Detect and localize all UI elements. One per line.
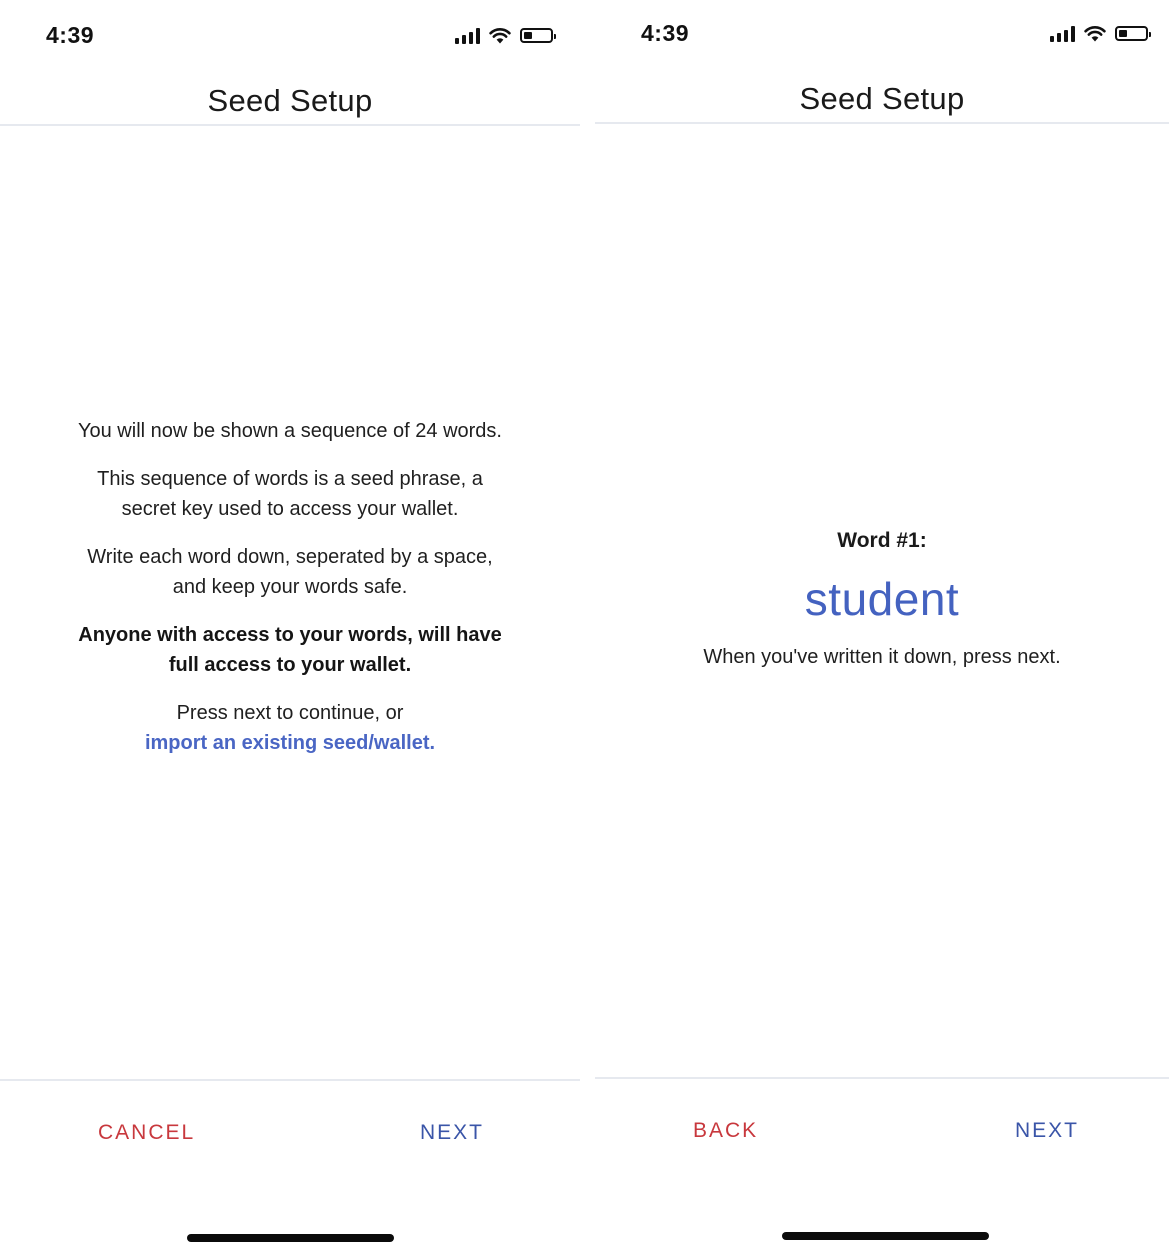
page-title: Seed Setup bbox=[799, 81, 965, 116]
status-icons bbox=[455, 27, 553, 44]
seed-intro-screen bbox=[0, 0, 580, 1255]
word-hint-text: When you've written it down, press next. bbox=[703, 646, 1061, 668]
cancel-button[interactable]: CANCEL bbox=[98, 1121, 196, 1144]
status-time: 4:39 bbox=[46, 22, 95, 48]
home-indicator[interactable] bbox=[782, 1232, 989, 1240]
next-button[interactable]: NEXT bbox=[420, 1121, 485, 1144]
footer-divider bbox=[0, 1079, 580, 1081]
cellular-signal-icon bbox=[455, 28, 480, 44]
battery-icon bbox=[1115, 26, 1148, 41]
seed-word: student bbox=[804, 573, 960, 625]
wifi-icon bbox=[489, 27, 511, 44]
cellular-signal-icon bbox=[1050, 26, 1075, 42]
instruction-text: This sequence of words is a seed phrase, a secret key used to access your wallet. bbox=[97, 468, 483, 520]
import-seed-link[interactable]: import an existing seed/wallet. bbox=[144, 732, 436, 754]
header-divider bbox=[0, 124, 580, 126]
footer-divider bbox=[595, 1077, 1169, 1079]
status-icons bbox=[1050, 25, 1148, 42]
instruction-text: Write each word down, seperated by a space, and keep your words safe. bbox=[87, 546, 493, 598]
home-indicator[interactable] bbox=[187, 1234, 394, 1242]
page-title: Seed Setup bbox=[207, 83, 373, 118]
continue-text: Press next to continue, or bbox=[176, 702, 404, 724]
word-number-label: Word #1: bbox=[837, 529, 927, 552]
instruction-text: You will now be shown a sequence of 24 words. bbox=[78, 420, 502, 442]
status-time: 4:39 bbox=[641, 20, 690, 46]
header-divider bbox=[595, 122, 1169, 124]
seed-instructions bbox=[70, 416, 510, 776]
next-button[interactable]: NEXT bbox=[1015, 1119, 1080, 1142]
back-button[interactable]: BACK bbox=[693, 1119, 759, 1142]
battery-icon bbox=[520, 28, 553, 43]
warning-text: Anyone with access to your words, will have full access to your wallet. bbox=[78, 624, 502, 676]
wifi-icon bbox=[1084, 25, 1106, 42]
seed-word-screen bbox=[595, 0, 1169, 1255]
